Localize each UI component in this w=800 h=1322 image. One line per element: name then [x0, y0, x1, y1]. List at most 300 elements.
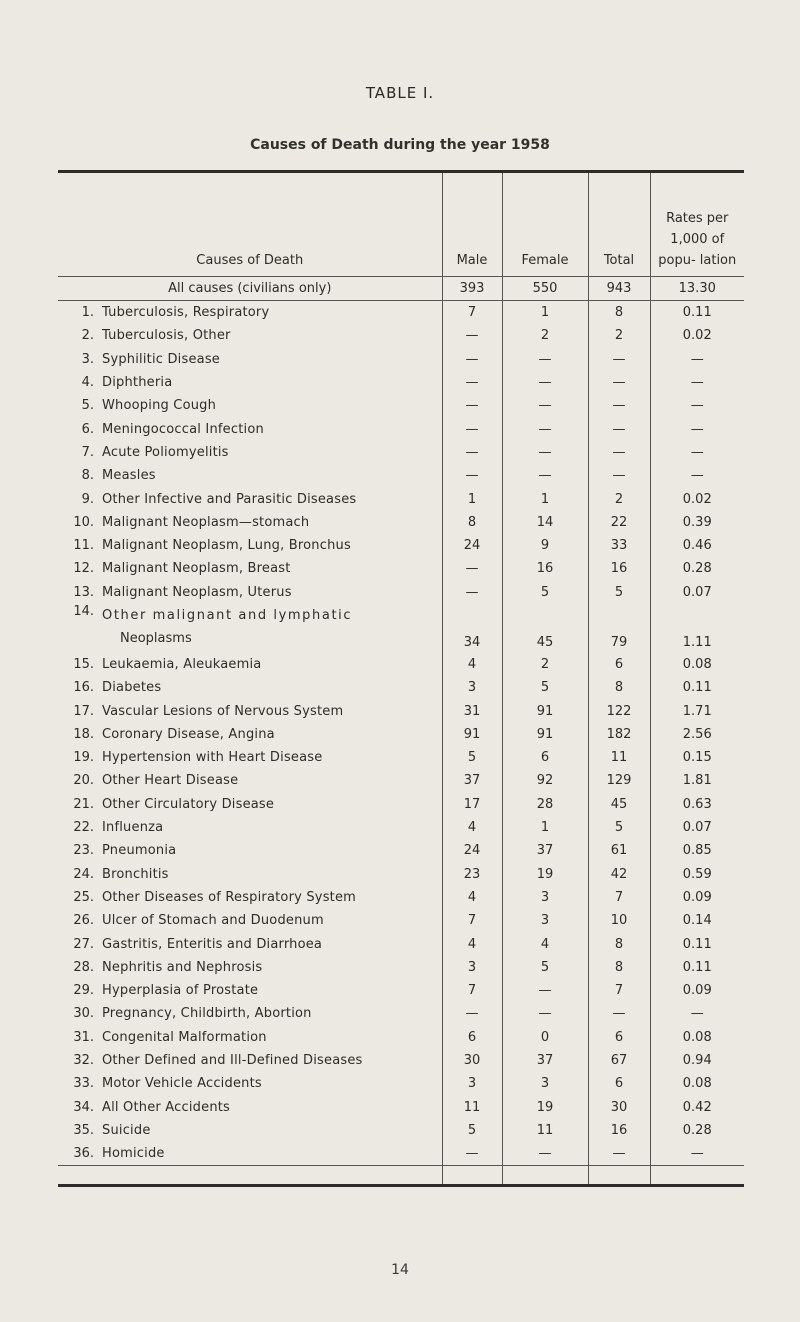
- page-number: 14: [391, 1262, 409, 1278]
- cause-label: Other Circulatory Disease: [102, 796, 275, 812]
- female-cell: 19: [502, 863, 588, 886]
- cause-label: Gastritis, Enteritis and Diarrhoea: [102, 936, 323, 952]
- cause-label: Malignant Neoplasm, Breast: [102, 561, 291, 577]
- cause-number: 9.: [81, 491, 94, 507]
- male-cell: 7: [442, 909, 502, 932]
- cause-label: Leukaemia, Aleukaemia: [102, 657, 262, 672]
- total-cell: 7: [588, 886, 650, 909]
- all-causes-label: All causes (civilians only): [58, 277, 442, 301]
- female-cell: —: [502, 348, 588, 371]
- cause-label: Malignant Neoplasm, Lung, Bronchus: [102, 538, 351, 554]
- table-row: [58, 1072, 744, 1095]
- male-cell: 1: [442, 487, 502, 510]
- total-cell: —: [588, 441, 650, 464]
- male-cell: —: [442, 1142, 502, 1166]
- female-cell: 5: [502, 581, 588, 604]
- cause-number: 33.: [73, 1076, 94, 1092]
- total-cell: —: [588, 464, 650, 487]
- table-row: [58, 1049, 744, 1072]
- rate-cell: 0.02: [650, 324, 744, 347]
- female-cell: 45: [502, 604, 588, 653]
- rate-cell: —: [650, 394, 744, 417]
- total-cell: 129: [588, 769, 650, 792]
- male-cell: —: [442, 371, 502, 394]
- female-cell: 1: [502, 816, 588, 839]
- total-cell: 30: [588, 1096, 650, 1119]
- rate-cell: 0.28: [650, 557, 744, 580]
- cause-label: Acute Poliomyelitis: [102, 444, 229, 460]
- total-cell: 6: [588, 1026, 650, 1049]
- table-row: [58, 301, 744, 325]
- total-cell: 8: [588, 932, 650, 955]
- cause-cell: [58, 371, 442, 394]
- rate-cell: —: [650, 348, 744, 371]
- female-cell: —: [502, 464, 588, 487]
- female-cell: 9: [502, 534, 588, 557]
- table-row: [58, 464, 744, 487]
- cause-number: 11.: [73, 538, 94, 554]
- cause-cell: [58, 1142, 442, 1166]
- male-cell: 4: [442, 886, 502, 909]
- cause-number: 7.: [81, 444, 94, 460]
- cause-cell: [58, 1026, 442, 1049]
- female-cell: 1: [502, 301, 588, 325]
- female-cell: 6: [502, 746, 588, 769]
- cause-label-continued: Neoplasms: [120, 630, 192, 646]
- table-heading: TABLE I.: [365, 84, 435, 102]
- rate-cell: —: [650, 441, 744, 464]
- table-row: [58, 1096, 744, 1119]
- rate-cell: —: [650, 417, 744, 440]
- female-cell: 37: [502, 839, 588, 862]
- rate-cell: 1.71: [650, 699, 744, 722]
- cause-number: 21.: [73, 796, 94, 812]
- cause-label: Vascular Lesions of Nervous System: [102, 703, 344, 719]
- column-header-female: Female: [502, 172, 588, 277]
- total-cell: 6: [588, 1072, 650, 1095]
- male-cell: 24: [442, 534, 502, 557]
- rate-cell: 0.09: [650, 979, 744, 1002]
- rate-cell: 0.08: [650, 1072, 744, 1095]
- male-cell: 4: [442, 816, 502, 839]
- cause-label: Pregnancy, Childbirth, Abortion: [102, 1006, 312, 1022]
- cause-label: Meningococcal Infection: [102, 421, 264, 437]
- female-cell: —: [502, 979, 588, 1002]
- female-cell: —: [502, 1002, 588, 1025]
- cause-label: Motor Vehicle Accidents: [102, 1076, 262, 1092]
- cause-label: Ulcer of Stomach and Duodenum: [102, 913, 324, 929]
- cause-cell: [58, 863, 442, 886]
- table-row: [58, 371, 744, 394]
- cause-cell: [58, 441, 442, 464]
- total-cell: 5: [588, 581, 650, 604]
- female-cell: 91: [502, 723, 588, 746]
- female-cell: —: [502, 417, 588, 440]
- cause-number: 26.: [73, 913, 94, 929]
- rate-cell: 1.11: [650, 604, 744, 653]
- cause-cell: [58, 324, 442, 347]
- cause-number: 6.: [81, 421, 94, 437]
- rate-cell: 0.14: [650, 909, 744, 932]
- table-row: [58, 441, 744, 464]
- rate-cell: 0.46: [650, 534, 744, 557]
- rate-cell: 0.09: [650, 886, 744, 909]
- table-row: [58, 1002, 744, 1025]
- total-cell: —: [588, 371, 650, 394]
- female-cell: 37: [502, 1049, 588, 1072]
- total-cell: 11: [588, 746, 650, 769]
- cause-label: Tuberculosis, Respiratory: [102, 305, 270, 321]
- total-cell: 16: [588, 1119, 650, 1142]
- table-row: [58, 1119, 744, 1142]
- male-cell: 5: [442, 746, 502, 769]
- total-cell: 182: [588, 723, 650, 746]
- cause-number: 32.: [73, 1053, 94, 1069]
- table-row: [58, 746, 744, 769]
- male-cell: 8: [442, 511, 502, 534]
- total-cell: 8: [588, 676, 650, 699]
- rate-cell: 0.07: [650, 816, 744, 839]
- male-cell: 34: [442, 604, 502, 653]
- male-cell: 23: [442, 863, 502, 886]
- cause-number: 1.: [81, 305, 94, 321]
- total-cell: 5: [588, 816, 650, 839]
- rate-cell: 0.11: [650, 932, 744, 955]
- causes-of-death-table: [58, 170, 744, 1187]
- cause-label: Bronchitis: [102, 866, 169, 882]
- male-cell: —: [442, 394, 502, 417]
- female-cell: —: [502, 394, 588, 417]
- rate-cell: —: [650, 1002, 744, 1025]
- cause-label: Syphilitic Disease: [102, 351, 220, 367]
- total-cell: 79: [588, 604, 650, 653]
- rate-cell: 0.11: [650, 956, 744, 979]
- total-cell: 10: [588, 909, 650, 932]
- male-cell: —: [442, 464, 502, 487]
- cause-label: Other Defined and Ill-Defined Diseases: [102, 1053, 363, 1069]
- cause-number: 3.: [81, 351, 94, 367]
- male-cell: 17: [442, 793, 502, 816]
- female-cell: 2: [502, 324, 588, 347]
- cause-cell: [58, 816, 442, 839]
- male-cell: —: [442, 581, 502, 604]
- male-cell: 30: [442, 1049, 502, 1072]
- male-cell: —: [442, 417, 502, 440]
- total-cell: —: [588, 417, 650, 440]
- cause-label: Diphtheria: [102, 375, 173, 391]
- table-row: [58, 324, 744, 347]
- total-cell: 8: [588, 301, 650, 325]
- total-cell: —: [588, 348, 650, 371]
- all-causes-total: 943: [588, 277, 650, 301]
- table-row: [58, 1026, 744, 1049]
- male-cell: —: [442, 348, 502, 371]
- cause-cell: [58, 487, 442, 510]
- rate-cell: 0.15: [650, 746, 744, 769]
- female-cell: 3: [502, 1072, 588, 1095]
- table-row: [58, 604, 744, 653]
- rate-cell: 0.11: [650, 301, 744, 325]
- column-header-rate: Rates per 1,000 of popu- lation: [650, 172, 744, 277]
- total-cell: 2: [588, 487, 650, 510]
- male-cell: 7: [442, 301, 502, 325]
- cause-number: 13.: [73, 584, 94, 600]
- cause-number: 20.: [73, 773, 94, 789]
- total-cell: —: [588, 1002, 650, 1025]
- header-row: [58, 172, 744, 277]
- cause-cell: [58, 1119, 442, 1142]
- female-cell: 4: [502, 932, 588, 955]
- cause-cell: [58, 557, 442, 580]
- male-cell: 4: [442, 932, 502, 955]
- male-cell: 3: [442, 956, 502, 979]
- cause-cell: [58, 979, 442, 1002]
- table-footer-row: [58, 1166, 744, 1186]
- rate-cell: 0.63: [650, 793, 744, 816]
- cause-cell: [58, 1072, 442, 1095]
- male-cell: —: [442, 1002, 502, 1025]
- all-causes-rate: 13.30: [650, 277, 744, 301]
- total-cell: 61: [588, 839, 650, 862]
- table-row: [58, 699, 744, 722]
- rate-cell: 0.02: [650, 487, 744, 510]
- cause-number: 14.: [73, 603, 94, 619]
- female-cell: 16: [502, 557, 588, 580]
- cause-cell: [58, 886, 442, 909]
- cause-cell: [58, 1002, 442, 1025]
- cause-number: 34.: [73, 1099, 94, 1115]
- rate-cell: 0.08: [650, 653, 744, 676]
- cause-number: 35.: [73, 1122, 94, 1138]
- table-row: [58, 839, 744, 862]
- cause-number: 23.: [73, 843, 94, 859]
- male-cell: 37: [442, 769, 502, 792]
- female-cell: 14: [502, 511, 588, 534]
- female-cell: 19: [502, 1096, 588, 1119]
- male-cell: 91: [442, 723, 502, 746]
- cause-number: 17.: [73, 703, 94, 719]
- total-cell: 16: [588, 557, 650, 580]
- cause-cell: [58, 1049, 442, 1072]
- cause-label: Hypertension with Heart Disease: [102, 750, 323, 766]
- table-row: [58, 863, 744, 886]
- female-cell: 5: [502, 676, 588, 699]
- male-cell: 11: [442, 1096, 502, 1119]
- female-cell: —: [502, 441, 588, 464]
- cause-cell: [58, 581, 442, 604]
- table-row: [58, 417, 744, 440]
- cause-number: 4.: [81, 375, 94, 391]
- table-row: [58, 653, 744, 676]
- female-cell: 3: [502, 909, 588, 932]
- cause-label: Influenza: [102, 820, 164, 836]
- male-cell: 31: [442, 699, 502, 722]
- cause-number: 27.: [73, 936, 94, 952]
- female-cell: 11: [502, 1119, 588, 1142]
- cause-label: Other Diseases of Respiratory System: [102, 889, 357, 905]
- table-row: [58, 886, 744, 909]
- total-cell: 67: [588, 1049, 650, 1072]
- cause-label: Other Heart Disease: [102, 773, 239, 789]
- table-row: [58, 723, 744, 746]
- cause-cell: [58, 676, 442, 699]
- total-cell: 45: [588, 793, 650, 816]
- cause-cell: [58, 839, 442, 862]
- rate-cell: 0.28: [650, 1119, 744, 1142]
- male-cell: —: [442, 557, 502, 580]
- cause-number: 10.: [73, 514, 94, 530]
- cause-cell: [58, 534, 442, 557]
- rate-cell: 0.11: [650, 676, 744, 699]
- cause-number: 19.: [73, 750, 94, 766]
- female-cell: —: [502, 1142, 588, 1166]
- total-cell: —: [588, 1142, 650, 1166]
- male-cell: 5: [442, 1119, 502, 1142]
- table-row: [58, 581, 744, 604]
- cause-number: 36.: [73, 1146, 94, 1162]
- cause-number: 22.: [73, 820, 94, 836]
- cause-cell: [58, 464, 442, 487]
- cause-label: Tuberculosis, Other: [102, 328, 231, 344]
- female-cell: 28: [502, 793, 588, 816]
- cause-number: 28.: [73, 959, 94, 975]
- cause-label: All Other Accidents: [102, 1099, 231, 1115]
- total-cell: 42: [588, 863, 650, 886]
- total-cell: 33: [588, 534, 650, 557]
- female-cell: 2: [502, 653, 588, 676]
- male-cell: 7: [442, 979, 502, 1002]
- cause-cell: [58, 511, 442, 534]
- total-cell: —: [588, 394, 650, 417]
- cause-label: Congenital Malformation: [102, 1029, 267, 1045]
- cause-cell: [58, 1096, 442, 1119]
- cause-cell: [58, 417, 442, 440]
- cause-label: Nephritis and Nephrosis: [102, 959, 263, 975]
- cause-label: Homicide: [102, 1146, 165, 1162]
- cause-label: Pneumonia: [102, 843, 177, 859]
- cause-number: 25.: [73, 889, 94, 905]
- table-row: [58, 909, 744, 932]
- cause-number: 18.: [73, 726, 94, 742]
- total-cell: 122: [588, 699, 650, 722]
- female-cell: 1: [502, 487, 588, 510]
- male-cell: —: [442, 324, 502, 347]
- cause-cell: [58, 653, 442, 676]
- rate-cell: 0.59: [650, 863, 744, 886]
- total-cell: 8: [588, 956, 650, 979]
- cause-label: Malignant Neoplasm, Uterus: [102, 584, 292, 600]
- table-row: [58, 557, 744, 580]
- female-cell: 92: [502, 769, 588, 792]
- rate-cell: 0.39: [650, 511, 744, 534]
- female-cell: 0: [502, 1026, 588, 1049]
- female-cell: 91: [502, 699, 588, 722]
- cause-cell: [58, 723, 442, 746]
- cause-label: Other Infective and Parasitic Diseases: [102, 491, 357, 507]
- cause-cell: [58, 909, 442, 932]
- male-cell: —: [442, 441, 502, 464]
- table-row: [58, 534, 744, 557]
- cause-number: 5.: [81, 398, 94, 414]
- table-row: [58, 348, 744, 371]
- cause-cell: [58, 348, 442, 371]
- cause-cell: [58, 394, 442, 417]
- cause-label: Other malignant and lymphatic: [102, 607, 353, 623]
- table-row: [58, 487, 744, 510]
- table-row: [58, 816, 744, 839]
- rate-cell: 0.94: [650, 1049, 744, 1072]
- rate-cell: 0.08: [650, 1026, 744, 1049]
- female-cell: 3: [502, 886, 588, 909]
- table-row: [58, 956, 744, 979]
- cause-number: 16.: [73, 680, 94, 696]
- cause-label: Coronary Disease, Angina: [102, 726, 275, 742]
- column-header-total: Total: [588, 172, 650, 277]
- rate-cell: —: [650, 464, 744, 487]
- table-subheading: Causes of Death during the year 1958: [250, 137, 550, 153]
- table-row: [58, 511, 744, 534]
- cause-number: 29.: [73, 983, 94, 999]
- total-cell: 6: [588, 653, 650, 676]
- column-header-cause: Causes of Death: [58, 172, 442, 277]
- cause-cell: [58, 699, 442, 722]
- cause-number: 30.: [73, 1006, 94, 1022]
- rate-cell: 0.42: [650, 1096, 744, 1119]
- cause-cell: [58, 604, 442, 653]
- table-row: [58, 932, 744, 955]
- all-causes-row: [58, 277, 744, 301]
- table-row: [58, 979, 744, 1002]
- rate-cell: —: [650, 1142, 744, 1166]
- female-cell: 5: [502, 956, 588, 979]
- total-cell: 7: [588, 979, 650, 1002]
- cause-label: Diabetes: [102, 680, 162, 696]
- cause-label: Measles: [102, 468, 156, 484]
- cause-number: 15.: [73, 657, 94, 672]
- rate-cell: 0.85: [650, 839, 744, 862]
- rate-cell: 2.56: [650, 723, 744, 746]
- rate-cell: 0.07: [650, 581, 744, 604]
- table-row: [58, 769, 744, 792]
- all-causes-male: 393: [442, 277, 502, 301]
- table-row: [58, 793, 744, 816]
- cause-cell: [58, 793, 442, 816]
- table-row: [58, 1142, 744, 1166]
- table-row: [58, 394, 744, 417]
- male-cell: 3: [442, 676, 502, 699]
- all-causes-female: 550: [502, 277, 588, 301]
- total-cell: 22: [588, 511, 650, 534]
- table-row: [58, 676, 744, 699]
- cause-number: 2.: [81, 328, 94, 344]
- cause-number: 8.: [81, 468, 94, 484]
- cause-label: Suicide: [102, 1122, 151, 1138]
- rate-cell: 1.81: [650, 769, 744, 792]
- cause-label: Whooping Cough: [102, 398, 217, 414]
- cause-cell: [58, 301, 442, 325]
- cause-number: 31.: [73, 1029, 94, 1045]
- rate-cell: —: [650, 371, 744, 394]
- cause-number: 24.: [73, 866, 94, 882]
- male-cell: 4: [442, 653, 502, 676]
- male-cell: 3: [442, 1072, 502, 1095]
- cause-label: Hyperplasia of Prostate: [102, 983, 259, 999]
- total-cell: 2: [588, 324, 650, 347]
- male-cell: 24: [442, 839, 502, 862]
- cause-cell: [58, 932, 442, 955]
- cause-cell: [58, 956, 442, 979]
- cause-cell: [58, 746, 442, 769]
